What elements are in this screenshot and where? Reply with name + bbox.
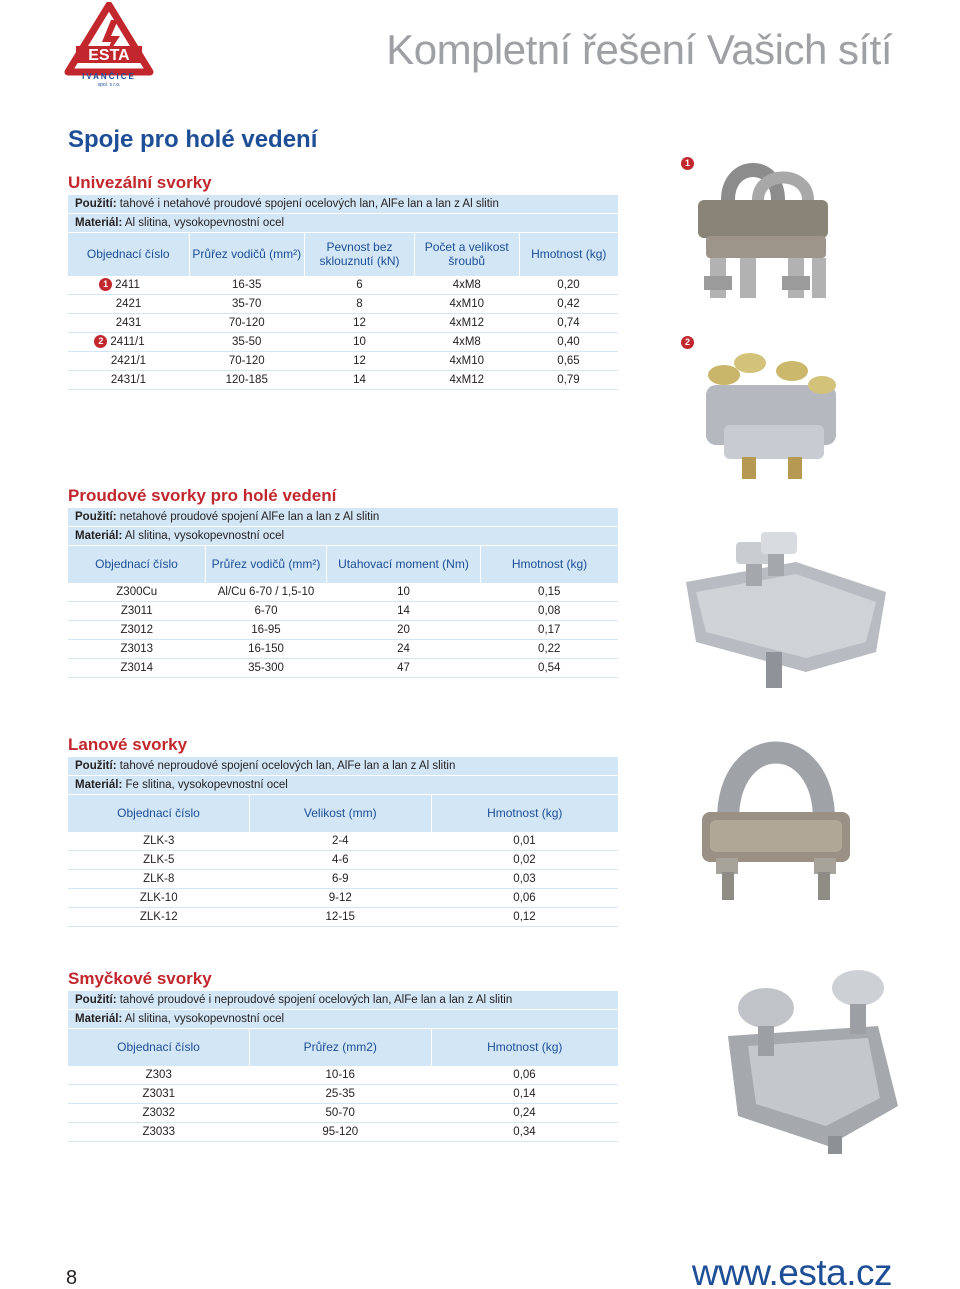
col-header-bolts: Počet a velikost šroubů <box>415 233 520 275</box>
table-cell: ZLK-5 <box>68 850 250 869</box>
table-row <box>68 1103 618 1122</box>
table-row <box>68 658 618 677</box>
section-loop-clamps <box>68 967 618 1142</box>
page-number: 8 <box>66 1267 78 1289</box>
table-cell: 6-70 <box>206 601 327 620</box>
table-cell: 16-95 <box>206 620 327 639</box>
table-cell: 2421 <box>68 294 189 313</box>
col-header-weight: Hmotnost (kg) <box>519 233 618 275</box>
table-cell: 35-300 <box>206 658 327 677</box>
table-cell: ZLK-8 <box>68 869 250 888</box>
loop-clamps-table <box>68 1029 618 1142</box>
table-cell: 10-16 <box>250 1065 432 1084</box>
current-clamps-table <box>68 546 618 678</box>
table-cell: 0,06 <box>431 888 618 907</box>
table-cell: 0,20 <box>519 275 618 294</box>
current-clamp-photo <box>676 522 896 692</box>
table-cell: 0,17 <box>481 620 619 639</box>
table-cell: 2 2411/1 <box>68 332 189 351</box>
logo-subtext: IVANČICE <box>82 72 136 81</box>
section-universal-clamps <box>68 171 618 390</box>
table-cell: 4-6 <box>250 850 432 869</box>
col-header-weight: Hmotnost (kg) <box>431 795 618 831</box>
usage-text: tahové neproudové spojení ocelových lan, AlFe lan a lan z Al slitin <box>119 760 456 772</box>
table-cell: 0,03 <box>431 869 618 888</box>
table-row <box>68 831 618 850</box>
col-header-order-number: Objednací číslo <box>68 795 250 831</box>
table-cell: 35-50 <box>189 332 305 351</box>
table-cell: 2-4 <box>250 831 432 850</box>
table-cell: 0,79 <box>519 370 618 389</box>
table-cell: 4xM10 <box>415 351 520 370</box>
rope-clamp-photo <box>696 740 856 910</box>
table-cell: 10 <box>305 332 415 351</box>
table-cell: Z300Cu <box>68 582 206 601</box>
universal-clamp-photo-2 <box>688 345 848 485</box>
table-cell: 12 <box>305 351 415 370</box>
section-title: Smyčkové svorky <box>68 969 212 988</box>
table-cell: 0,74 <box>519 313 618 332</box>
table-cell: Z3012 <box>68 620 206 639</box>
material-row <box>68 776 618 795</box>
table-row <box>68 1065 618 1084</box>
section-title: Proudové svorky pro holé vedení <box>68 486 337 505</box>
marker-badge: 1 <box>99 278 112 291</box>
table-cell: 120-185 <box>189 370 305 389</box>
usage-row <box>68 508 618 527</box>
marker-badge: 2 <box>94 335 107 348</box>
table-cell: 95-120 <box>250 1122 432 1141</box>
table-cell: 0,02 <box>431 850 618 869</box>
usage-row <box>68 991 618 1010</box>
table-row <box>68 332 618 351</box>
table-cell: Z3013 <box>68 639 206 658</box>
table-cell: 2431 <box>68 313 189 332</box>
table-cell: 10 <box>327 582 481 601</box>
loop-clamp-photo <box>708 966 908 1156</box>
table-row <box>68 620 618 639</box>
table-cell: 70-120 <box>189 351 305 370</box>
usage-label: Použití: <box>75 198 117 210</box>
table-cell: 2421/1 <box>68 351 189 370</box>
logo-subtext-2: spol. s r.o. <box>97 82 121 88</box>
material-label: Materiál: <box>75 1013 123 1025</box>
table-cell: ZLK-12 <box>68 907 250 926</box>
header-tagline: Kompletní řešení Vašich sítí <box>386 26 892 73</box>
table-cell: 47 <box>327 658 481 677</box>
material-label: Materiál: <box>75 779 123 791</box>
table-row <box>68 370 618 389</box>
material-text: Al slitina, vysokopevnostní ocel <box>124 530 285 542</box>
table-cell: 12-15 <box>250 907 432 926</box>
table-cell: 4xM10 <box>415 294 520 313</box>
col-header-size: Velikost (mm) <box>250 795 432 831</box>
table-cell: 8 <box>305 294 415 313</box>
table-row <box>68 313 618 332</box>
table-cell: 4xM8 <box>415 332 520 351</box>
table-row <box>68 275 618 294</box>
table-cell: 12 <box>305 313 415 332</box>
material-row <box>68 1010 618 1029</box>
table-row <box>68 1084 618 1103</box>
table-cell: 6 <box>305 275 415 294</box>
usage-label: Použití: <box>75 511 117 523</box>
photo-marker-1: 1 <box>681 157 694 170</box>
table-row <box>68 601 618 620</box>
table-cell: Z303 <box>68 1065 250 1084</box>
table-cell: 20 <box>327 620 481 639</box>
table-cell: 14 <box>305 370 415 389</box>
universal-clamp-photo-1 <box>688 160 848 320</box>
page-title: Spoje pro holé vedení <box>68 126 318 153</box>
table-cell: Z3014 <box>68 658 206 677</box>
table-row <box>68 907 618 926</box>
material-label: Materiál: <box>75 217 123 229</box>
universal-clamps-table <box>68 233 618 390</box>
table-cell: 0,24 <box>431 1103 618 1122</box>
material-text: Al slitina, vysokopevnostní ocel <box>124 1013 285 1025</box>
table-cell: 16-150 <box>206 639 327 658</box>
table-row <box>68 888 618 907</box>
table-cell: 6-9 <box>250 869 432 888</box>
table-cell: 0,08 <box>481 601 619 620</box>
material-text: Al slitina, vysokopevnostní ocel <box>124 217 285 229</box>
usage-row <box>68 757 618 776</box>
table-cell: Z3011 <box>68 601 206 620</box>
table-cell: 0,14 <box>431 1084 618 1103</box>
table-cell: 4xM12 <box>415 370 520 389</box>
esta-logo <box>64 2 154 88</box>
col-header-cross-section: Průřez vodičů (mm²) <box>206 546 327 582</box>
table-cell: 2431/1 <box>68 370 189 389</box>
website-link[interactable]: www.esta.cz <box>691 1252 892 1289</box>
col-header-order-number: Objednací číslo <box>68 546 206 582</box>
table-cell: Al/Cu 6-70 / 1,5-10 <box>206 582 327 601</box>
table-cell: Z3032 <box>68 1103 250 1122</box>
table-cell: 0,40 <box>519 332 618 351</box>
col-header-order-number: Objednací číslo <box>68 233 189 275</box>
table-cell: 4xM12 <box>415 313 520 332</box>
table-cell: 0,54 <box>481 658 619 677</box>
material-label: Materiál: <box>75 530 123 542</box>
table-cell: 0,12 <box>431 907 618 926</box>
table-cell: 0,15 <box>481 582 619 601</box>
section-title: Univezální svorky <box>68 173 212 192</box>
table-row <box>68 294 618 313</box>
col-header-cross-section: Průřez (mm2) <box>250 1029 432 1065</box>
table-cell: Z3033 <box>68 1122 250 1141</box>
table-cell: 25-35 <box>250 1084 432 1103</box>
usage-text: netahové proudové spojení AlFe lan a lan z Al slitin <box>119 511 380 523</box>
table-cell: 50-70 <box>250 1103 432 1122</box>
usage-text: tahové i netahové proudové spojení ocelových lan, AlFe lan a lan z Al slitin <box>119 198 499 210</box>
usage-row <box>68 195 618 214</box>
table-cell: ZLK-3 <box>68 831 250 850</box>
table-cell: 70-120 <box>189 313 305 332</box>
table-cell: 0,22 <box>481 639 619 658</box>
rope-clamps-table <box>68 795 618 927</box>
table-row <box>68 639 618 658</box>
table-cell: 0,65 <box>519 351 618 370</box>
col-header-strength: Pevnost bez sklouznutí (kN) <box>305 233 415 275</box>
table-row <box>68 351 618 370</box>
table-cell: 4xM8 <box>415 275 520 294</box>
col-header-order-number: Objednací číslo <box>68 1029 250 1065</box>
table-cell: 0,01 <box>431 831 618 850</box>
material-row <box>68 527 618 546</box>
col-header-cross-section: Průřez vodičů (mm²) <box>189 233 305 275</box>
table-row <box>68 850 618 869</box>
col-header-weight: Hmotnost (kg) <box>431 1029 618 1065</box>
table-cell: Z3031 <box>68 1084 250 1103</box>
table-cell: 14 <box>327 601 481 620</box>
table-cell: ZLK-10 <box>68 888 250 907</box>
usage-text: tahové proudové i neproudové spojení ocelových lan, AlFe lan a lan z Al slitin <box>119 994 513 1006</box>
table-cell: 0,42 <box>519 294 618 313</box>
col-header-torque: Utahovací moment (Nm) <box>327 546 481 582</box>
table-row <box>68 869 618 888</box>
col-header-weight: Hmotnost (kg) <box>481 546 619 582</box>
photo-marker-2: 2 <box>681 336 694 349</box>
table-row <box>68 582 618 601</box>
table-cell: 35-70 <box>189 294 305 313</box>
section-rope-clamps <box>68 733 618 927</box>
table-row <box>68 1122 618 1141</box>
table-cell: 24 <box>327 639 481 658</box>
material-row <box>68 214 618 233</box>
table-cell: 1 2411 <box>68 275 189 294</box>
section-title: Lanové svorky <box>68 735 188 754</box>
table-cell: 0,06 <box>431 1065 618 1084</box>
logo-text: ESTA <box>88 47 130 64</box>
material-text: Fe slitina, vysokopevnostní ocel <box>125 779 288 791</box>
usage-label: Použití: <box>75 994 117 1006</box>
usage-label: Použití: <box>75 760 117 772</box>
table-cell: 9-12 <box>250 888 432 907</box>
table-cell: 0,34 <box>431 1122 618 1141</box>
table-cell: 16-35 <box>189 275 305 294</box>
section-current-clamps <box>68 484 618 678</box>
